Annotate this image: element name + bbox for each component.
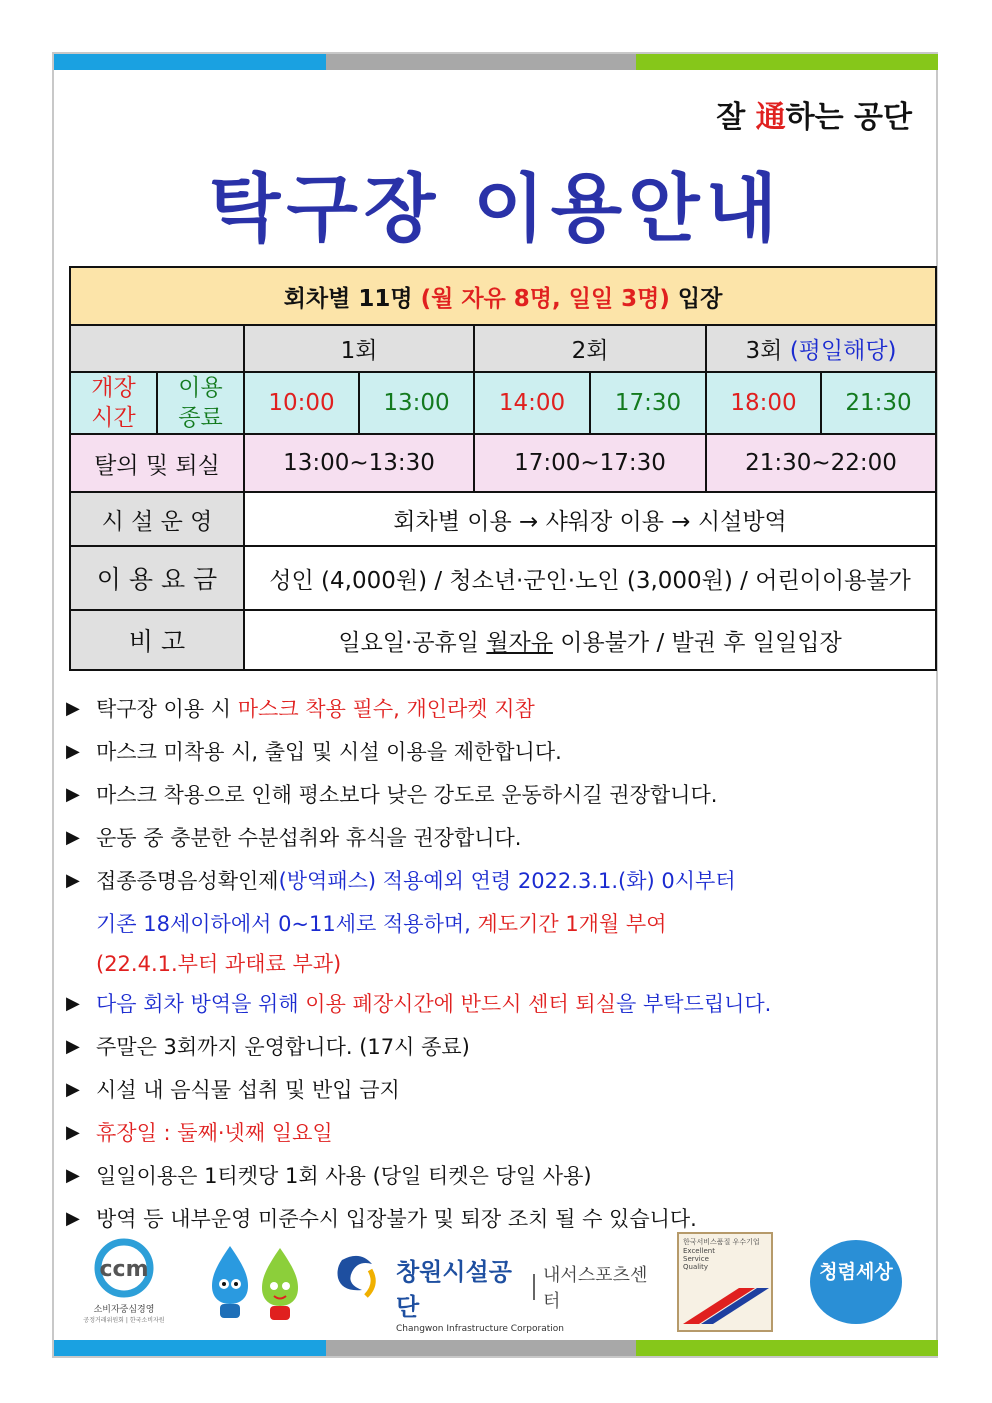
triangle-bullet-icon: ▶ bbox=[66, 870, 80, 891]
triangle-bullet-icon: ▶ bbox=[66, 1208, 80, 1229]
svg-text:ccm: ccm bbox=[99, 1257, 149, 1282]
session-1: 1회 bbox=[244, 325, 474, 372]
exit-time-1: 13:00~13:30 bbox=[244, 434, 474, 492]
close-time-1: 13:00 bbox=[359, 372, 474, 434]
session-row bbox=[70, 325, 936, 372]
triangle-bullet-icon: ▶ bbox=[66, 741, 80, 762]
list-item: ▶ 마스크 미착용 시, 출입 및 시설 이용을 제한합니다. bbox=[66, 733, 946, 776]
close-time-3: 21:30 bbox=[821, 372, 936, 434]
capacity-header: 회차별 11명 (월 자유 8명, 일일 3명) 입장 bbox=[70, 267, 936, 325]
operation-value: 회차별 이용 → 샤워장 이용 → 시설방역 bbox=[244, 492, 936, 546]
triangle-bullet-icon: ▶ bbox=[66, 698, 80, 719]
table-header-row bbox=[70, 267, 936, 325]
operation-row bbox=[70, 492, 936, 546]
gyeongnam-emblem-icon bbox=[332, 1250, 382, 1310]
triangle-bullet-icon: ▶ bbox=[66, 827, 80, 848]
fee-row bbox=[70, 546, 936, 610]
list-item: ▶ 탁구장 이용 시 마스크 착용 필수, 개인라켓 지참 bbox=[66, 690, 946, 733]
list-item: ▶ 휴장일 : 둘째·넷째 일요일 bbox=[66, 1114, 946, 1157]
bottom-color-bar bbox=[54, 1340, 938, 1356]
ccm-logo: ccm 소비자중심경영 공정거래위원회 | 한국소비자원 bbox=[78, 1238, 178, 1328]
list-item-continued: (22.4.1.부터 과태료 부과) bbox=[96, 952, 342, 976]
close-time-label: 이용 종료 bbox=[157, 372, 244, 434]
open-time-1: 10:00 bbox=[244, 372, 359, 434]
exit-row bbox=[70, 434, 936, 492]
close-time-2: 17:30 bbox=[590, 372, 706, 434]
list-item-continued: 기존 18세이하에서 0~11세로 적용하며, 계도기간 1개월 부여 bbox=[96, 912, 667, 936]
triangle-bullet-icon: ▶ bbox=[66, 1079, 80, 1100]
notice-list bbox=[66, 690, 946, 1243]
page-title: 탁구장 이용안내 bbox=[208, 166, 784, 252]
time-row bbox=[70, 372, 936, 434]
exit-time-3: 21:30~22:00 bbox=[706, 434, 936, 492]
fee-label: 이 용 요 금 bbox=[70, 546, 244, 610]
svg-text:청렴세상: 청렴세상 bbox=[819, 1261, 893, 1283]
triangle-bullet-icon: ▶ bbox=[66, 784, 80, 805]
triangle-bullet-icon: ▶ bbox=[66, 1036, 80, 1057]
open-time-3: 18:00 bbox=[706, 372, 821, 434]
open-time-2: 14:00 bbox=[474, 372, 590, 434]
triangle-bullet-icon: ▶ bbox=[66, 1122, 80, 1143]
session-2: 2회 bbox=[474, 325, 706, 372]
exit-time-2: 17:00~17:30 bbox=[474, 434, 706, 492]
clean-world-logo bbox=[808, 1236, 904, 1328]
list-item: ▶ 운동 중 충분한 수분섭취와 휴식을 권장합니다. bbox=[66, 819, 946, 862]
ksq-certification-badge: 한국서비스품질 우수기업 Excellent Service Quality bbox=[677, 1232, 773, 1332]
session-3: 3회 (평일해당) bbox=[706, 325, 936, 372]
list-item: ▶ 주말은 3회까지 운영합니다. (17시 종료) bbox=[66, 1028, 946, 1071]
list-item: ▶ 마스크 착용으로 인해 평소보다 낮은 강도로 운동하시길 권장합니다. bbox=[66, 776, 946, 819]
logo-strip bbox=[70, 1232, 930, 1332]
list-item: ▶ 접종증명음성확인제(방역패스) 적용예외 연령 2022.3.1.(화) 0시부터 bbox=[66, 862, 946, 905]
list-item: ▶ 일일이용은 1티켓당 1회 사용 (당일 티켓은 당일 사용) bbox=[66, 1157, 946, 1200]
top-color-bar bbox=[54, 54, 938, 70]
slogan: 잘 通하는 공단 bbox=[716, 100, 912, 135]
list-item: ▶ 방역 등 내부운영 미준수시 입장불가 및 퇴장 조치 될 수 있습니다. bbox=[66, 1200, 946, 1243]
fee-value: 성인 (4,000원) / 청소년·군인·노인 (3,000원) / 어린이이용불가 bbox=[244, 546, 936, 610]
cwic-logo: 창원시설공단 내서스포츠센터 Changwon Infrastructure Corporation bbox=[396, 1258, 648, 1334]
exit-label: 탈의 및 퇴실 bbox=[70, 434, 244, 492]
triangle-bullet-icon: ▶ bbox=[66, 993, 80, 1014]
list-item: ▶ 시설 내 음식물 섭취 및 반입 금지 bbox=[66, 1071, 946, 1114]
schedule-table bbox=[69, 266, 937, 671]
note-row bbox=[70, 610, 936, 670]
triangle-bullet-icon: ▶ bbox=[66, 1165, 80, 1186]
operation-label: 시 설 운 영 bbox=[70, 492, 244, 546]
list-item: ▶ 다음 회차 방역을 위해 이용 폐장시간에 반드시 센터 퇴실을 부탁드립니다. bbox=[66, 985, 946, 1028]
mascot-characters bbox=[200, 1240, 310, 1326]
note-label: 비 고 bbox=[70, 610, 244, 670]
open-time-label: 개장 시간 bbox=[70, 372, 157, 434]
note-value: 일요일·공휴일 월자유 이용불가 / 발권 후 일일입장 bbox=[244, 610, 936, 670]
